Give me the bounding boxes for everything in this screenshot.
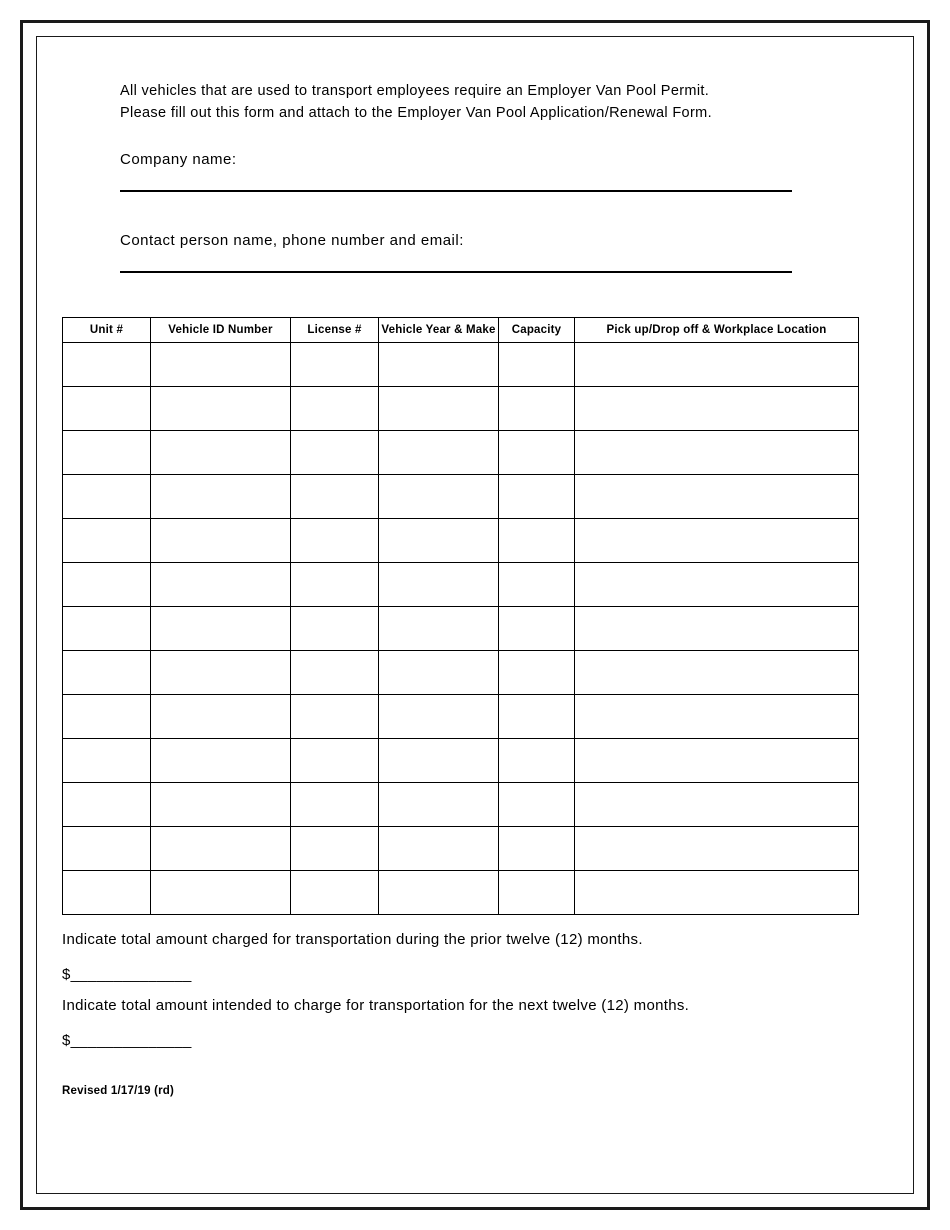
cell-unit[interactable] (63, 563, 151, 607)
cell-license[interactable] (291, 827, 379, 871)
column-header-vehicle-year-make: Vehicle Year & Make (379, 317, 499, 342)
intro-line-1: All vehicles that are used to transport employees require an Employer Van Pool Permit. (120, 83, 710, 99)
cell-vehicle-id[interactable] (151, 343, 291, 387)
company-name-label: Company name: (120, 150, 237, 168)
contact-person-input[interactable] (120, 271, 792, 273)
cell-vehicle-id[interactable] (151, 563, 291, 607)
cell-vehicle-id[interactable] (151, 871, 291, 915)
cell-unit[interactable] (63, 827, 151, 871)
table-row (63, 431, 859, 475)
cell-location[interactable] (575, 651, 859, 695)
cell-location[interactable] (575, 475, 859, 519)
cell-license[interactable] (291, 607, 379, 651)
cell-capacity[interactable] (499, 387, 575, 431)
column-header-capacity: Capacity (499, 317, 575, 342)
revision-footer: Revised 1/17/19 (rd) (62, 1085, 175, 1098)
cell-vehicle-id[interactable] (151, 739, 291, 783)
cell-location[interactable] (575, 607, 859, 651)
prior-months-prompt: Indicate total amount charged for transportation during the prior twelve (12) months. (62, 931, 643, 949)
table-row (63, 475, 859, 519)
cell-location[interactable] (575, 343, 859, 387)
cell-capacity[interactable] (499, 651, 575, 695)
cell-license[interactable] (291, 783, 379, 827)
cell-license[interactable] (291, 519, 379, 563)
cell-capacity[interactable] (499, 739, 575, 783)
document-content (62, 62, 888, 1097)
cell-unit[interactable] (63, 871, 151, 915)
table-row (63, 607, 859, 651)
vehicles-table (62, 317, 859, 915)
contact-person-label: Contact person name, phone number and email: (120, 231, 464, 249)
table-row (63, 695, 859, 739)
cell-location[interactable] (575, 871, 859, 915)
intro-paragraph (120, 80, 820, 125)
cell-location[interactable] (575, 431, 859, 475)
cell-location[interactable] (575, 739, 859, 783)
cell-vehicle-id[interactable] (151, 475, 291, 519)
cell-vehicle-year-make[interactable] (379, 651, 499, 695)
vehicles-table-head (63, 317, 859, 342)
column-header-unit: Unit # (63, 317, 151, 342)
cell-capacity[interactable] (499, 343, 575, 387)
prior-months-amount-input[interactable]: $______________ (62, 966, 192, 984)
contact-person-field-block (120, 232, 888, 273)
column-header-location: Pick up/Drop off & Workplace Location (575, 317, 859, 342)
cell-license[interactable] (291, 695, 379, 739)
cell-unit[interactable] (63, 739, 151, 783)
cell-location[interactable] (575, 783, 859, 827)
cell-license[interactable] (291, 739, 379, 783)
cell-unit[interactable] (63, 387, 151, 431)
table-row (63, 563, 859, 607)
cell-vehicle-year-make[interactable] (379, 519, 499, 563)
table-row (63, 651, 859, 695)
column-header-vehicle-id: Vehicle ID Number (151, 317, 291, 342)
cell-capacity[interactable] (499, 783, 575, 827)
cell-vehicle-year-make[interactable] (379, 431, 499, 475)
cell-capacity[interactable] (499, 475, 575, 519)
cell-location[interactable] (575, 387, 859, 431)
cell-vehicle-year-make[interactable] (379, 739, 499, 783)
table-row (63, 519, 859, 563)
cell-vehicle-id[interactable] (151, 827, 291, 871)
next-months-amount-input[interactable]: $______________ (62, 1032, 192, 1050)
cell-unit[interactable] (63, 607, 151, 651)
table-row (63, 387, 859, 431)
cell-vehicle-year-make[interactable] (379, 827, 499, 871)
table-header-row (63, 317, 859, 342)
cell-vehicle-year-make[interactable] (379, 387, 499, 431)
cell-unit[interactable] (63, 695, 151, 739)
cell-vehicle-id[interactable] (151, 387, 291, 431)
totals-section (62, 931, 888, 1049)
column-header-license: License # (291, 317, 379, 342)
cell-vehicle-id[interactable] (151, 431, 291, 475)
cell-vehicle-id[interactable] (151, 783, 291, 827)
table-row (63, 343, 859, 387)
cell-license[interactable] (291, 563, 379, 607)
table-row (63, 827, 859, 871)
cell-vehicle-year-make[interactable] (379, 695, 499, 739)
cell-capacity[interactable] (499, 431, 575, 475)
table-row (63, 739, 859, 783)
cell-location[interactable] (575, 695, 859, 739)
cell-license[interactable] (291, 431, 379, 475)
cell-location[interactable] (575, 519, 859, 563)
cell-location[interactable] (575, 563, 859, 607)
cell-unit[interactable] (63, 431, 151, 475)
cell-vehicle-year-make[interactable] (379, 343, 499, 387)
cell-capacity[interactable] (499, 827, 575, 871)
cell-vehicle-id[interactable] (151, 607, 291, 651)
cell-vehicle-year-make[interactable] (379, 871, 499, 915)
cell-license[interactable] (291, 871, 379, 915)
table-row (63, 783, 859, 827)
cell-license[interactable] (291, 387, 379, 431)
cell-unit[interactable] (63, 651, 151, 695)
cell-license[interactable] (291, 475, 379, 519)
vehicles-table-body (63, 343, 859, 915)
cell-vehicle-year-make[interactable] (379, 563, 499, 607)
table-row (63, 871, 859, 915)
intro-line-2: Please fill out this form and attach to the Employer Van Pool Application/Renewal Form. (120, 105, 712, 122)
next-months-prompt: Indicate total amount intended to charge for transportation for the next twelve (12) months. (62, 997, 690, 1015)
cell-location[interactable] (575, 827, 859, 871)
cell-capacity[interactable] (499, 607, 575, 651)
cell-capacity[interactable] (499, 695, 575, 739)
cell-unit[interactable] (63, 519, 151, 563)
cell-vehicle-id[interactable] (151, 519, 291, 563)
cell-vehicle-year-make[interactable] (379, 607, 499, 651)
company-name-input[interactable] (120, 190, 792, 192)
cell-capacity[interactable] (499, 871, 575, 915)
cell-vehicle-id[interactable] (151, 651, 291, 695)
cell-unit[interactable] (63, 475, 151, 519)
company-name-field-block (120, 151, 888, 192)
cell-vehicle-year-make[interactable] (379, 783, 499, 827)
cell-capacity[interactable] (499, 563, 575, 607)
cell-license[interactable] (291, 343, 379, 387)
cell-capacity[interactable] (499, 519, 575, 563)
cell-vehicle-year-make[interactable] (379, 475, 499, 519)
cell-unit[interactable] (63, 343, 151, 387)
cell-vehicle-id[interactable] (151, 695, 291, 739)
cell-unit[interactable] (63, 783, 151, 827)
cell-license[interactable] (291, 651, 379, 695)
